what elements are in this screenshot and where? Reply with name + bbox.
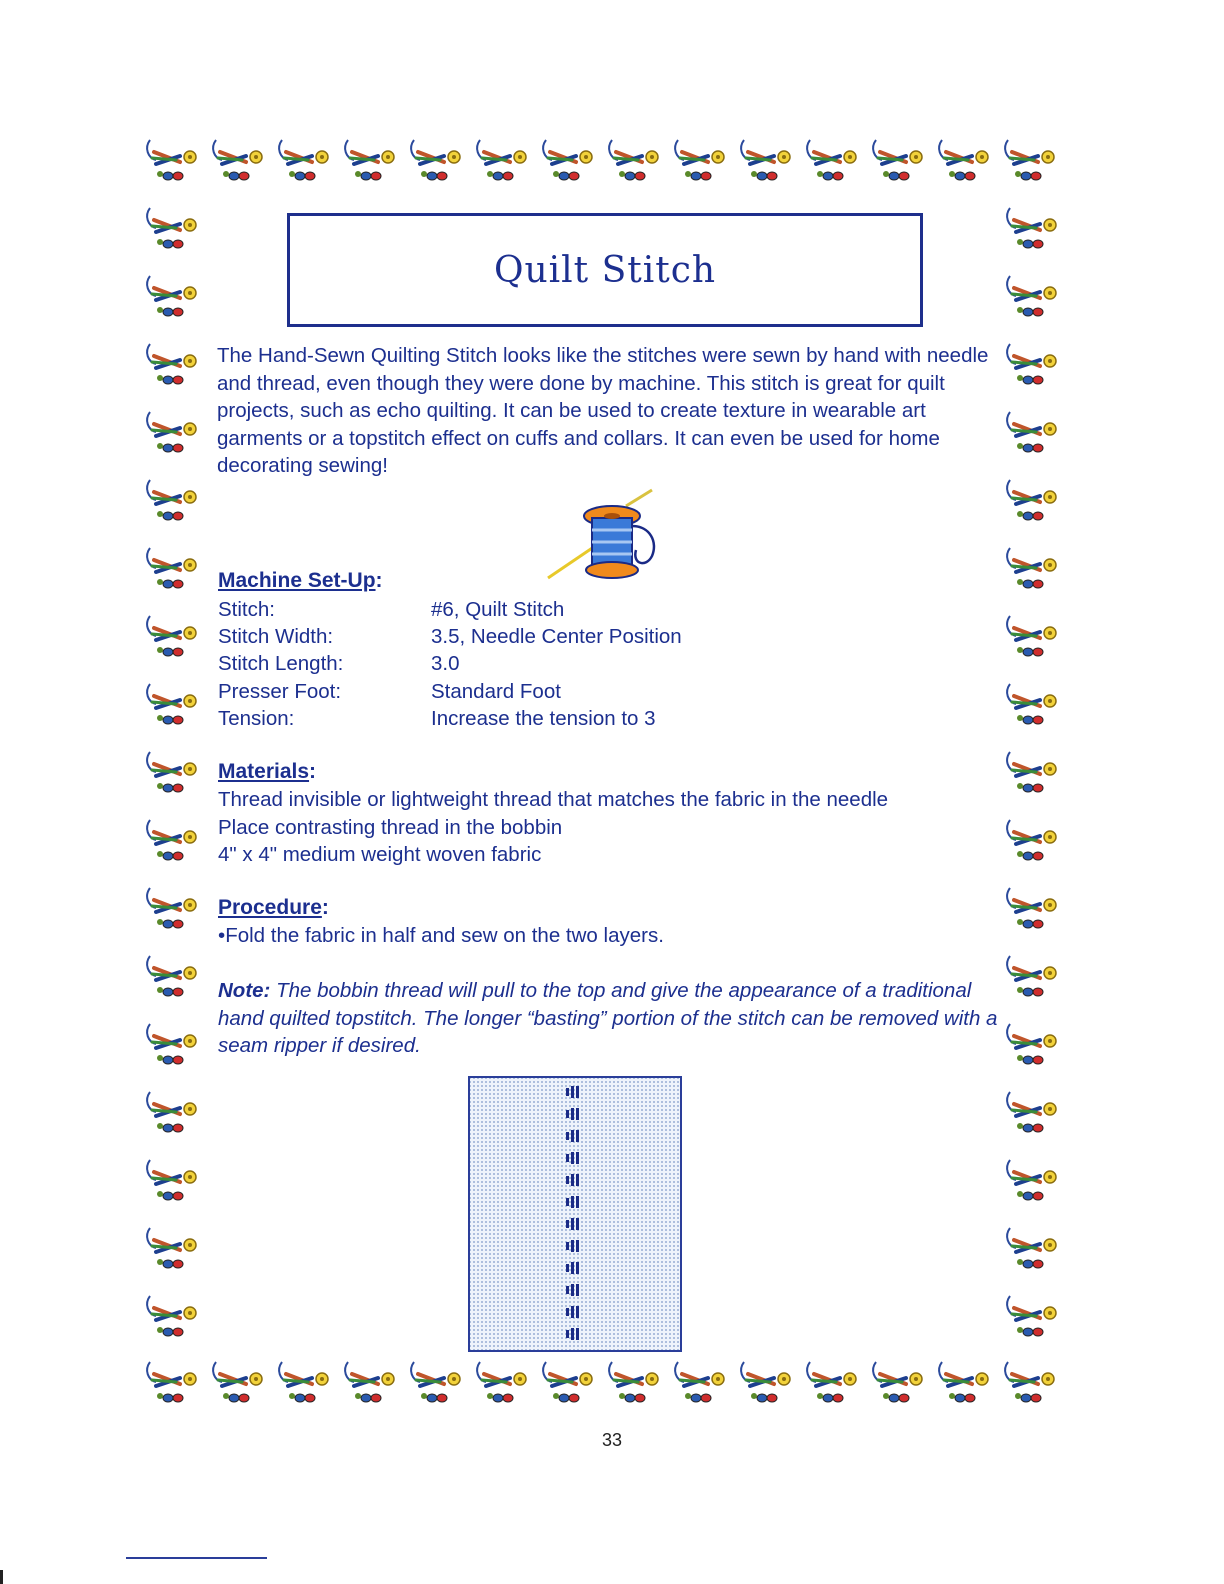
scissors-thread-icon [873,140,922,180]
stitch-mark [571,1152,574,1164]
scissors-thread-icon [1005,1362,1054,1402]
scissors-thread-icon [147,752,196,792]
scissors-thread-icon [543,1362,592,1402]
stitch-mark [566,1308,569,1316]
scissors-thread-icon [1007,480,1056,520]
scissors-thread-icon [741,140,790,180]
stitch-mark [566,1176,569,1184]
stitch-mark [566,1242,569,1250]
stitch-mark [576,1306,579,1318]
scissors-thread-icon [1007,1092,1056,1132]
machine-setup-heading: Machine Set-Up: [218,569,383,592]
stitch-mark [571,1196,574,1208]
setup-label: Stitch Width: [218,625,334,649]
list-item: Thread invisible or lightweight thread that matches the fabric in the needle [218,788,889,811]
setup-value: #6, Quilt Stitch [431,598,565,621]
scissors-thread-icon [147,1228,196,1268]
stitch-mark [571,1284,574,1296]
stitch-mark [566,1110,569,1118]
scissors-thread-icon [279,1362,328,1402]
scissors-thread-icon [147,276,196,316]
setup-row [218,596,978,623]
scissors-thread-icon [1007,752,1056,792]
scissors-thread-icon [807,140,856,180]
stitch-mark [571,1174,574,1186]
stitch-mark [566,1198,569,1206]
quilt-stitch-fabric-sample [468,1076,682,1352]
scissors-thread-icon [147,548,196,588]
procedure-heading: Procedure: [218,896,329,919]
scissors-thread-icon [477,140,526,180]
scissors-thread-icon [147,140,196,180]
bullet-icon: • [218,924,226,947]
list-item: Place contrasting thread in the bobbin [218,815,563,839]
setup-row [218,650,978,677]
stitch-mark [571,1262,574,1274]
stitch-mark [576,1152,579,1164]
scissors-thread-icon [345,1362,394,1402]
scissors-thread-icon [147,1362,196,1402]
note-text: The bobbin thread will pull to the top and give the appearance of a traditional hand quilted topstitch. The longer “basting” portion of the stitch can be removed with a seam ripper if desired. [218,979,998,1057]
list-item: •Fold the fabric in half and sew on the two layers. [218,924,664,947]
materials-list [218,786,888,869]
scissors-thread-icon [1005,140,1054,180]
scissors-thread-icon [147,344,196,384]
stitch-mark [566,1154,569,1162]
scissors-thread-icon [147,684,196,724]
stitch-mark [566,1286,569,1294]
scissors-thread-icon [1007,208,1056,248]
scissors-thread-icon [675,140,724,180]
stitch-mark [571,1130,574,1142]
scissors-thread-icon [1007,616,1056,656]
scissors-thread-icon [147,1296,196,1336]
scissors-thread-icon [1007,276,1056,316]
setup-row [218,678,978,705]
scissors-thread-icon [147,1160,196,1200]
stitch-mark [571,1086,574,1098]
scissors-thread-icon [675,1362,724,1402]
scan-mark [0,1570,3,1584]
stitch-mark [576,1262,579,1274]
scissors-thread-icon [1007,820,1056,860]
machine-setup-table [218,596,978,732]
setup-label: Tension: [218,706,295,730]
scissors-thread-icon [147,956,196,996]
stitch-mark [566,1088,569,1096]
scissors-thread-icon [147,820,196,860]
scissors-thread-icon [411,140,460,180]
stitch-mark [566,1330,569,1338]
setup-row [218,623,978,650]
scissors-thread-icon [147,888,196,928]
scissors-thread-icon [609,1362,658,1402]
scissors-thread-icon [939,140,988,180]
setup-row [218,705,978,732]
scissors-thread-icon [1007,412,1056,452]
scissors-thread-icon [939,1362,988,1402]
note-paragraph [218,977,1008,1060]
stitch-mark [566,1220,569,1228]
scissors-thread-icon [345,140,394,180]
setup-value: 3.0 [431,652,460,676]
stitch-mark [576,1240,579,1252]
scissors-thread-icon [1007,684,1056,724]
page-title: Quilt Stitch [493,249,717,291]
scissors-thread-icon [147,480,196,520]
title-box [287,213,923,327]
scissors-thread-icon [1007,956,1056,996]
stitch-mark [571,1218,574,1230]
stitch-mark [571,1306,574,1318]
intro-paragraph: The Hand-Sewn Quilting Stitch looks like the stitches were sewn by hand with needle and thread, even though they were done by machine. This stitch is great for quilt projects, such as echo quilting. It can be used to create texture in wearable art garments or a topstitch effect on cuffs and collars. It can even be used for home decorating sewing! [217,344,989,477]
setup-label: Stitch: [218,598,275,621]
stitch-mark [576,1108,579,1120]
stitch-mark [576,1086,579,1098]
scissors-thread-icon [213,1362,262,1402]
scissors-thread-icon [873,1362,922,1402]
setup-label: Presser Foot: [218,679,342,703]
footer-rule [126,1557,267,1559]
scissors-thread-icon [147,412,196,452]
scissors-thread-icon [477,1362,526,1402]
scissors-thread-icon [1007,1160,1056,1200]
scissors-thread-icon [807,1362,856,1402]
note-label: Note: [218,979,271,1002]
scissors-thread-icon [1007,548,1056,588]
setup-value: Increase the tension to 3 [431,706,656,730]
stitch-mark [571,1240,574,1252]
scissors-thread-icon [213,140,262,180]
procedure-list [218,922,664,950]
stitch-mark [576,1130,579,1142]
scissors-thread-icon [147,616,196,656]
page-number: 33 [601,1430,623,1450]
scissors-thread-icon [147,1024,196,1064]
stitch-mark [576,1174,579,1186]
scissors-thread-icon [1007,1296,1056,1336]
scissors-thread-icon [147,1092,196,1132]
stitch-mark [576,1218,579,1230]
materials-heading: Materials: [218,760,317,783]
scissors-thread-icon [1007,888,1056,928]
stitch-mark [566,1132,569,1140]
scissors-thread-icon [1007,1228,1056,1268]
setup-value: 3.5, Needle Center Position [431,625,682,649]
thread-spool-icon [540,486,670,586]
scissors-thread-icon [543,140,592,180]
stitch-mark [576,1328,579,1340]
scissors-thread-icon [609,140,658,180]
scissors-thread-icon [1007,1024,1056,1064]
scissors-thread-icon [147,208,196,248]
scissors-thread-icon [279,140,328,180]
setup-label: Stitch Length: [218,652,344,676]
stitch-mark [576,1284,579,1296]
stitch-mark [571,1328,574,1340]
list-item: 4" x 4" medium weight woven fabric [218,843,542,866]
scissors-thread-icon [411,1362,460,1402]
scissors-thread-icon [1007,344,1056,384]
stitch-mark [571,1108,574,1120]
stitch-mark [566,1264,569,1272]
stitch-mark [576,1196,579,1208]
scissors-thread-icon [741,1362,790,1402]
setup-value: Standard Foot [431,679,561,703]
